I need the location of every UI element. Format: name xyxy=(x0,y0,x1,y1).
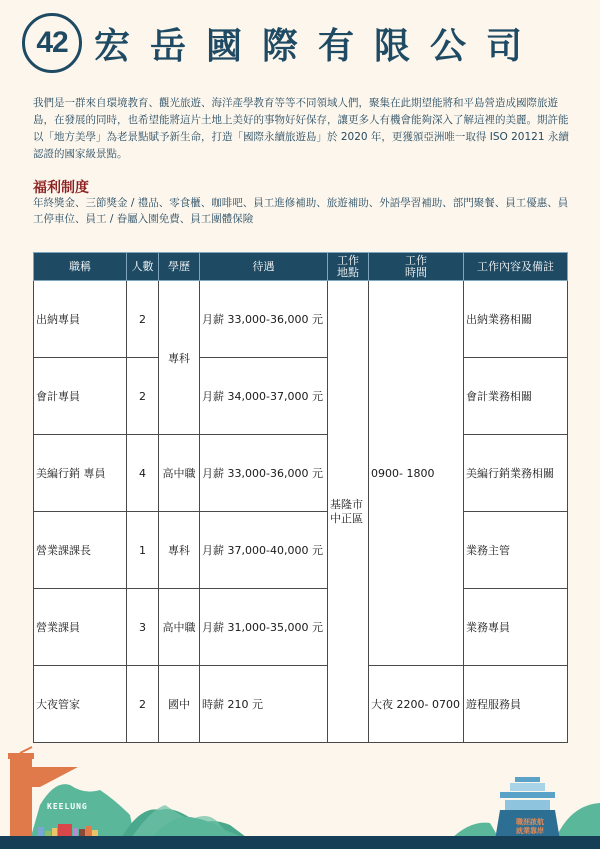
table-header-row xyxy=(34,253,568,281)
keelung-label: KEELUNG xyxy=(47,802,88,811)
cell-count: 4 xyxy=(127,435,159,512)
cell-location: 基隆市中正區 xyxy=(328,281,369,743)
cell-notes: 會計業務相關 xyxy=(464,358,568,435)
cell-title: 營業課課長 xyxy=(34,512,127,589)
cell-salary: 月薪 34,000-37,000 元 xyxy=(200,358,328,435)
cell-count: 2 xyxy=(127,358,159,435)
header-notes: 工作內容及備註 xyxy=(464,253,568,281)
cell-notes: 出納業務相關 xyxy=(464,281,568,358)
footer-bar xyxy=(0,836,600,849)
cell-count: 2 xyxy=(127,666,159,743)
cell-hours-night: 大夜 2200- 0700 xyxy=(369,666,464,743)
company-intro: 我們是一群來自環境教育、觀光旅遊、海洋產學教育等等不同領域人們，聚集在此期望能將和平島營造成國際旅遊島，在發展的同時，也希望能將這片土地上美好的事物好好保存，讓更多人有機會能夠深入了解這裡的美麗。期許能以「地方美學」為老景點賦予新生命，打造「國際永續旅遊島」於 2020 年，更獲頒亞洲唯一取得 ISO 20121 永續認證的國家級景點。 xyxy=(33,97,569,160)
cell-title: 大夜管家 xyxy=(34,666,127,743)
cell-notes: 業務主管 xyxy=(464,512,568,589)
cell-title: 出納專員 xyxy=(34,281,127,358)
cell-notes: 業務專員 xyxy=(464,589,568,666)
cell-title: 會計專員 xyxy=(34,358,127,435)
welfare-text: 年終獎金、三節獎金 / 禮品、零食櫃、咖啡吧、員工進修補助、旅遊補助、外語學習補助、部門聚餐、員工優惠、員工停車位、員工 / 眷屬入園免費、員工團體保險 xyxy=(33,197,569,225)
cell-education: 高中職 xyxy=(159,435,200,512)
cell-count: 2 xyxy=(127,281,159,358)
header-title: 職稱 xyxy=(34,253,127,281)
table-row xyxy=(34,281,568,358)
header-hours: 工作 時間 xyxy=(369,253,464,281)
header-salary: 待遇 xyxy=(200,253,328,281)
cell-count: 3 xyxy=(127,589,159,666)
cell-education: 專科 xyxy=(159,281,200,435)
jobs-table xyxy=(33,252,568,743)
header-count: 人數 xyxy=(127,253,159,281)
cell-salary: 月薪 33,000-36,000 元 xyxy=(200,281,328,358)
cell-education: 專科 xyxy=(159,512,200,589)
cell-count: 1 xyxy=(127,512,159,589)
table-row xyxy=(34,512,568,589)
ship-slogan: 職涯啟航 就業靠岸 xyxy=(516,818,544,835)
company-name: 宏岳國際有限公司 xyxy=(94,25,543,67)
cell-salary: 月薪 31,000-35,000 元 xyxy=(200,589,328,666)
header-location: 工作 地點 xyxy=(328,253,369,281)
page-header xyxy=(22,12,542,74)
cell-title: 美編行銷 專員 xyxy=(34,435,127,512)
cell-salary: 月薪 33,000-36,000 元 xyxy=(200,435,328,512)
table-row xyxy=(34,666,568,743)
cell-notes: 美編行銷業務相關 xyxy=(464,435,568,512)
table-row xyxy=(34,589,568,666)
company-number-badge: 42 xyxy=(22,13,82,73)
table-row xyxy=(34,435,568,512)
table-row xyxy=(34,358,568,435)
cell-hours-day: 0900- 1800 xyxy=(369,281,464,666)
cell-salary: 時薪 210 元 xyxy=(200,666,328,743)
cell-title: 營業課員 xyxy=(34,589,127,666)
cell-education: 高中職 xyxy=(159,589,200,666)
cell-education: 國中 xyxy=(159,666,200,743)
cell-notes: 遊程服務員 xyxy=(464,666,568,743)
welfare-title: 福利制度 xyxy=(33,180,89,196)
cell-salary: 月薪 37,000-40,000 元 xyxy=(200,512,328,589)
header-education: 學歷 xyxy=(159,253,200,281)
